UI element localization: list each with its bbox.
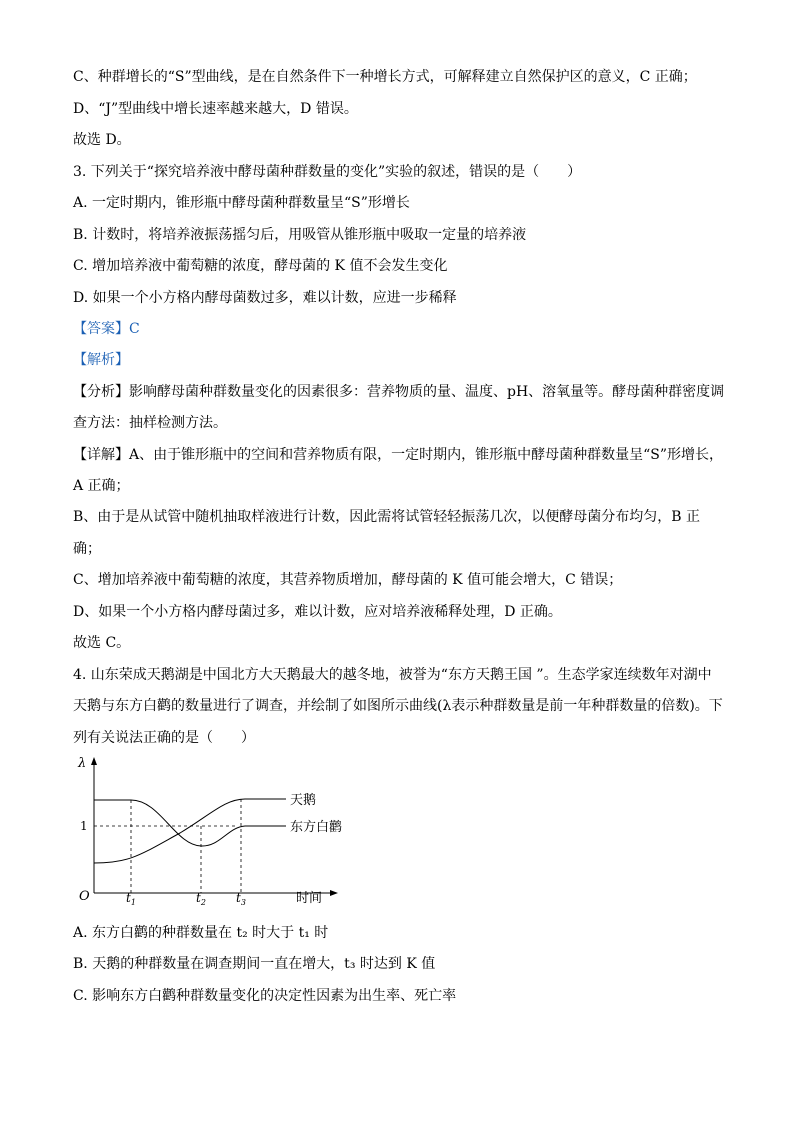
text-line: 确；: [73, 541, 101, 557]
text-line: 【详解】A、由于锥形瓶中的空间和营养物质有限，一定时期内，锥形瓶中酵母菌种群数量呈“S”形增长，: [73, 447, 724, 463]
text-line: A. 东方白鹳的种群数量在 t₂ 时大于 t₁ 时: [73, 925, 329, 941]
text-line: 4. 山东荣成天鹅湖是中国北方大天鹅最大的越冬地，被誉为“东方天鹅王国 ”。生态学家连续数年对湖中: [73, 667, 712, 683]
text-line: D. 如果一个小方格内酵母菌数过多，难以计数，应进一步稀释: [73, 290, 457, 306]
text-line: 【分析】影响酵母菌种群数量变化的因素很多：营养物质的量、温度、pH、溶氧量等。酵母菌种群密度调: [73, 384, 725, 400]
text-line: 【答案】C: [73, 321, 140, 337]
y-axis-label: λ: [78, 756, 87, 771]
text-line: B. 天鹅的种群数量在调查期间一直在增大，t₃ 时达到 K 值: [73, 956, 436, 972]
text-line: 查方法：抽样检测方法。: [73, 415, 227, 431]
text-line: C、增加培养液中葡萄糖的浓度，其营养物质增加，酵母菌的 K 值可能会增大，C 错误；: [73, 572, 623, 588]
text-line: C. 增加培养液中葡萄糖的浓度，酵母菌的 K 值不会发生变化: [73, 258, 448, 274]
text-line: 列有关说法正确的是（ ）: [73, 730, 255, 746]
x-axis-label: 时间: [296, 891, 323, 905]
text-line: B. 计数时，将培养液振荡摇匀后，用吸管从锥形瓶中吸取一定量的培养液: [73, 227, 527, 243]
stork-curve: [94, 800, 286, 846]
svg-text:t2: $t_2$: [196, 891, 206, 905]
x-axis-arrow: [330, 890, 338, 896]
text-line: B、由于是从试管中随机抽取样液进行计数，因此需将试管轻轻振荡几次，以便酵母菌分布均匀，B 正: [73, 509, 701, 525]
text-line: 故选 C。: [73, 635, 131, 651]
origin-label: O: [79, 889, 90, 904]
svg-text:t1: $t_1$: [126, 891, 136, 905]
y-tick-one: 1: [80, 819, 88, 833]
text-line: C、种群增长的“S”型曲线，是在自然条件下一种增长方式，可解释建立自然保护区的意义，C 正确；: [73, 69, 697, 85]
text-line: 【解析】: [73, 352, 129, 368]
text-line: 故选 D。: [73, 132, 131, 148]
y-axis-arrow: [91, 757, 97, 765]
text-line: 天鹅与东方白鹳的数量进行了调查，并绘制了如图所示曲线(λ表示种群数量是前一年种群数量的倍数)。下: [73, 698, 723, 714]
text-line: D、如果一个小方格内酵母菌过多，难以计数，应对培养液稀释处理，D 正确。: [73, 604, 562, 620]
stork-label: 东方白鹳: [290, 820, 343, 835]
text-line: C. 影响东方白鹳种群数量变化的决定性因素为出生率、死亡率: [73, 988, 457, 1004]
text-line: 3. 下列关于“探究培养液中酵母菌种群数量的变化”实验的叙述，错误的是（ ）: [73, 164, 582, 180]
text-line: D、“J”型曲线中增长速率越来越大，D 错误。: [73, 101, 358, 117]
text-line: A. 一定时期内，锥形瓶中酵母菌种群数量呈“S”形增长: [73, 195, 410, 211]
swan-label: 天鹅: [290, 793, 317, 808]
swan-curve: [94, 799, 286, 863]
lambda-time-chart: [70, 755, 370, 905]
text-line: A 正确；: [73, 478, 130, 494]
svg-text:t3: $t_3$: [236, 891, 246, 905]
